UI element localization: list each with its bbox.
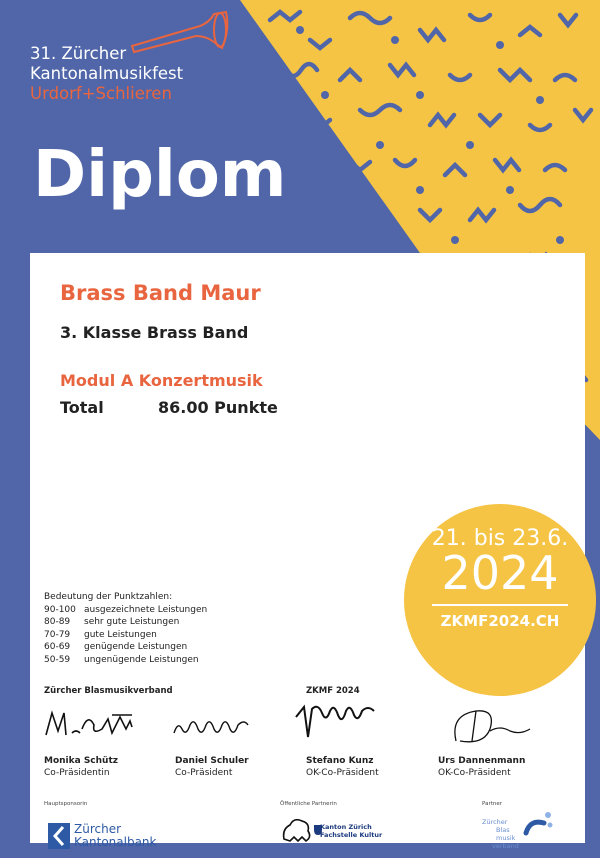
festival-title	[30, 44, 183, 104]
legend-text: ausgezeichnete Leistungen	[84, 604, 208, 615]
stamp-year: 2024	[441, 546, 559, 600]
festival-title-line1: 31. Zürcher	[30, 44, 127, 63]
signatory-name: Monika Schütz	[44, 756, 118, 766]
partner-label: Partner	[482, 801, 502, 807]
signatory-name: Urs Dannenmann	[438, 756, 526, 766]
legend-text: gute Leistungen	[84, 629, 157, 640]
legend-text: genügende Leistungen	[84, 642, 188, 652]
module-name: Modul A Konzertmusik	[60, 371, 263, 390]
legend-range: 80-89	[44, 617, 71, 627]
signature-schuetz	[42, 705, 152, 745]
legend-row	[44, 629, 207, 642]
zbv-line1: Zürcher	[482, 818, 508, 826]
festival-location: Urdorf+Schlieren	[30, 84, 172, 103]
festival-title-line2: Kantonalmusikfest	[30, 64, 184, 83]
band-name: Brass Band Maur	[60, 281, 261, 305]
signature-kunz	[292, 699, 392, 749]
legend-row	[44, 641, 207, 654]
zbv-line2: Blas	[496, 826, 510, 834]
signatory-name: Daniel Schuler	[175, 756, 249, 766]
kzh-line1: Kanton Zürich	[320, 823, 372, 831]
event-date-stamp	[404, 504, 596, 696]
signature-schuler	[170, 711, 260, 745]
kanton-zuerich-text	[320, 823, 382, 839]
signatory-role: Co-Präsident	[175, 768, 233, 778]
band-class: 3. Klasse Brass Band	[60, 323, 249, 342]
legend-range: 50-59	[44, 654, 71, 665]
legend-text: ungenügende Leistungen	[84, 654, 199, 665]
zbv-line4: verband	[492, 842, 519, 850]
main-sponsor-label: Hauptsponsorin	[44, 801, 88, 807]
stamp-website: ZKMF2024.CH	[440, 612, 560, 630]
legend-heading: Bedeutung der Punktzahlen:	[44, 592, 173, 602]
signatory-role: OK-Co-Präsident	[438, 768, 511, 778]
kzh-line2: Fachstelle Kultur	[320, 831, 383, 839]
legend-row	[44, 604, 207, 617]
stamp-dates: 21. bis 23.6.	[431, 526, 569, 551]
org-left: Zürcher Blasmusikverband	[44, 686, 173, 696]
zkb-name	[74, 823, 156, 849]
zkb-line1: Zürcher	[74, 822, 122, 836]
signatory-role: Co-Präsidentin	[44, 768, 110, 778]
page-title: Diplom	[33, 138, 287, 212]
stamp-divider	[432, 604, 568, 606]
org-right: ZKMF 2024	[306, 686, 360, 696]
zbv-logo-icon	[520, 811, 556, 841]
legend-range: 90-100	[44, 604, 76, 615]
legend-text: sehr gute Leistungen	[84, 617, 180, 627]
zurich-lion-icon	[278, 817, 314, 843]
zkb-logo-icon	[48, 823, 70, 849]
zbv-line3: musik	[496, 834, 516, 842]
total-value: 86.00 Punkte	[158, 398, 278, 417]
legend-row	[44, 654, 207, 667]
total-label: Total	[60, 398, 104, 417]
legend-range: 70-79	[44, 629, 71, 640]
zkb-line2: Kantonalbank	[74, 835, 157, 849]
legend-row	[44, 616, 207, 629]
zbv-text	[482, 818, 519, 850]
legend-range: 60-69	[44, 642, 71, 652]
score-legend	[44, 591, 207, 666]
signatory-role: OK-Co-Präsident	[306, 768, 379, 778]
public-partner-label: Öffentliche Partnerin	[280, 801, 337, 807]
signatory-name: Stefano Kunz	[306, 756, 374, 766]
signature-dannenmann	[436, 701, 546, 749]
